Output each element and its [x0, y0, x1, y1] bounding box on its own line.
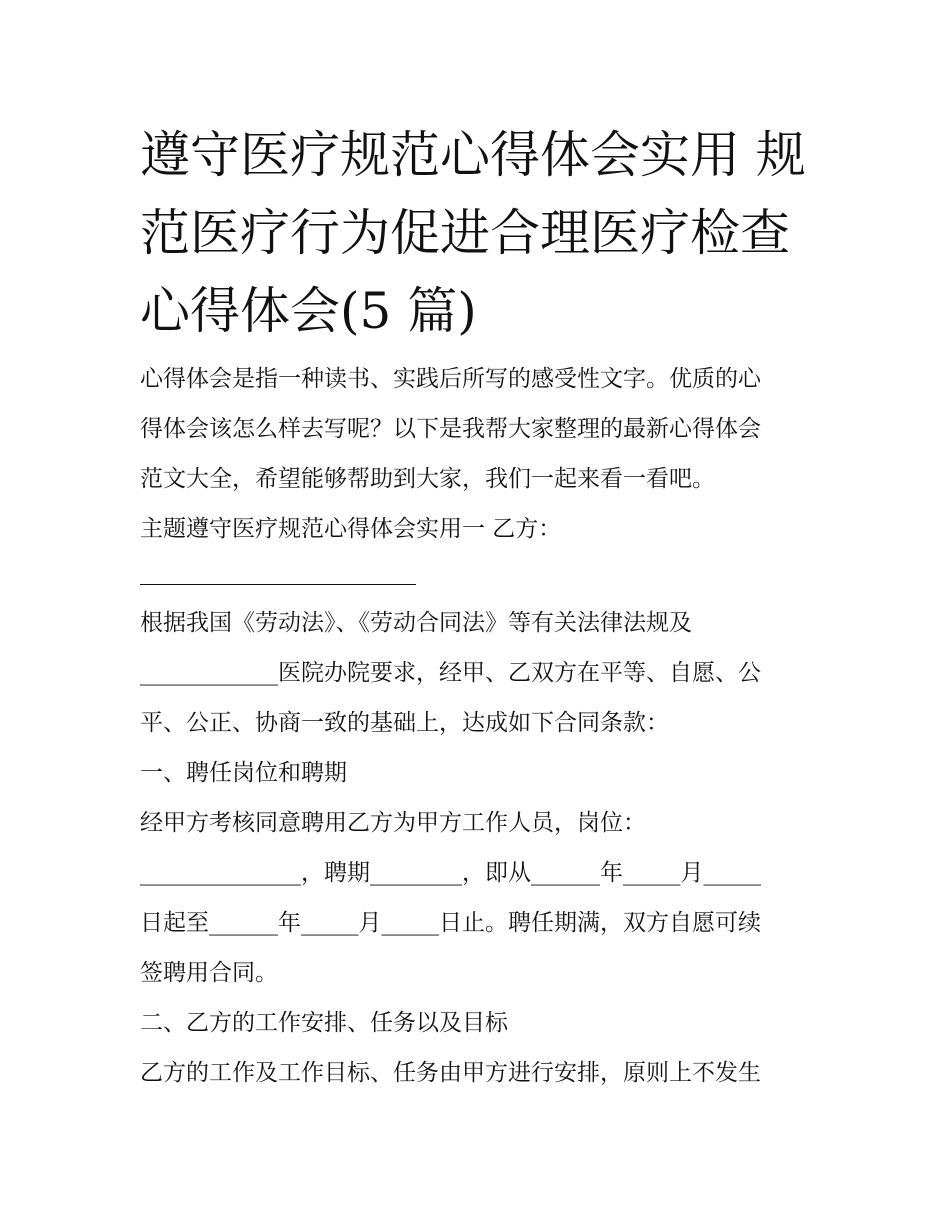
contract-line-8: 签聘用合同。: [140, 960, 278, 986]
contract-line-3: 平、公正、协商一致的基础上，达成如下合同条款：: [140, 710, 669, 736]
contract-line-1: 根据我国《劳动法》、《劳动合同法》等有关法律法规及: [140, 610, 692, 636]
intro-line-1: 心得体会是指一种读书、实践后所写的感受性文字。优质的心: [140, 366, 761, 392]
intro-line-3: 范文大全，希望能够帮助到大家，我们一起来看一看吧。: [140, 466, 715, 492]
contract-line-10: 乙方的工作及工作目标、任务由甲方进行安排，原则上不发生: [140, 1060, 761, 1086]
contract-line-6: ______________，聘期________，即从______年_____月_____: [140, 860, 761, 886]
title-line-1: 遵守医疗规范心得体会实用 规: [140, 126, 806, 184]
section-heading-2: 二、乙方的工作安排、任务以及目标: [140, 1010, 508, 1036]
contract-line-7: 日起至______年_____月_____日止。聘任期满，双方自愿可续: [140, 910, 761, 936]
contract-line-2: ____________医院办院要求，经甲、乙双方在平等、自愿、公: [140, 660, 761, 686]
section-heading-1: 一、聘任岗位和聘期: [140, 760, 347, 786]
intro-line-2: 得体会该怎么样去写呢？以下是我帮大家整理的最新心得体会: [140, 416, 761, 442]
contract-body: [140, 598, 820, 1098]
intro-paragraph: [140, 354, 820, 554]
party-b-signature-line: [140, 584, 416, 585]
party-b-line: 主题遵守医疗规范心得体会实用一 乙方：: [140, 516, 562, 542]
title-line-2: 范医疗行为促进合理医疗检查: [140, 204, 790, 262]
contract-line-5: 经甲方考核同意聘用乙方为甲方工作人员，岗位：: [140, 810, 646, 836]
document-title: [140, 116, 820, 350]
title-line-3: 心得体会(5 篇): [140, 282, 477, 340]
